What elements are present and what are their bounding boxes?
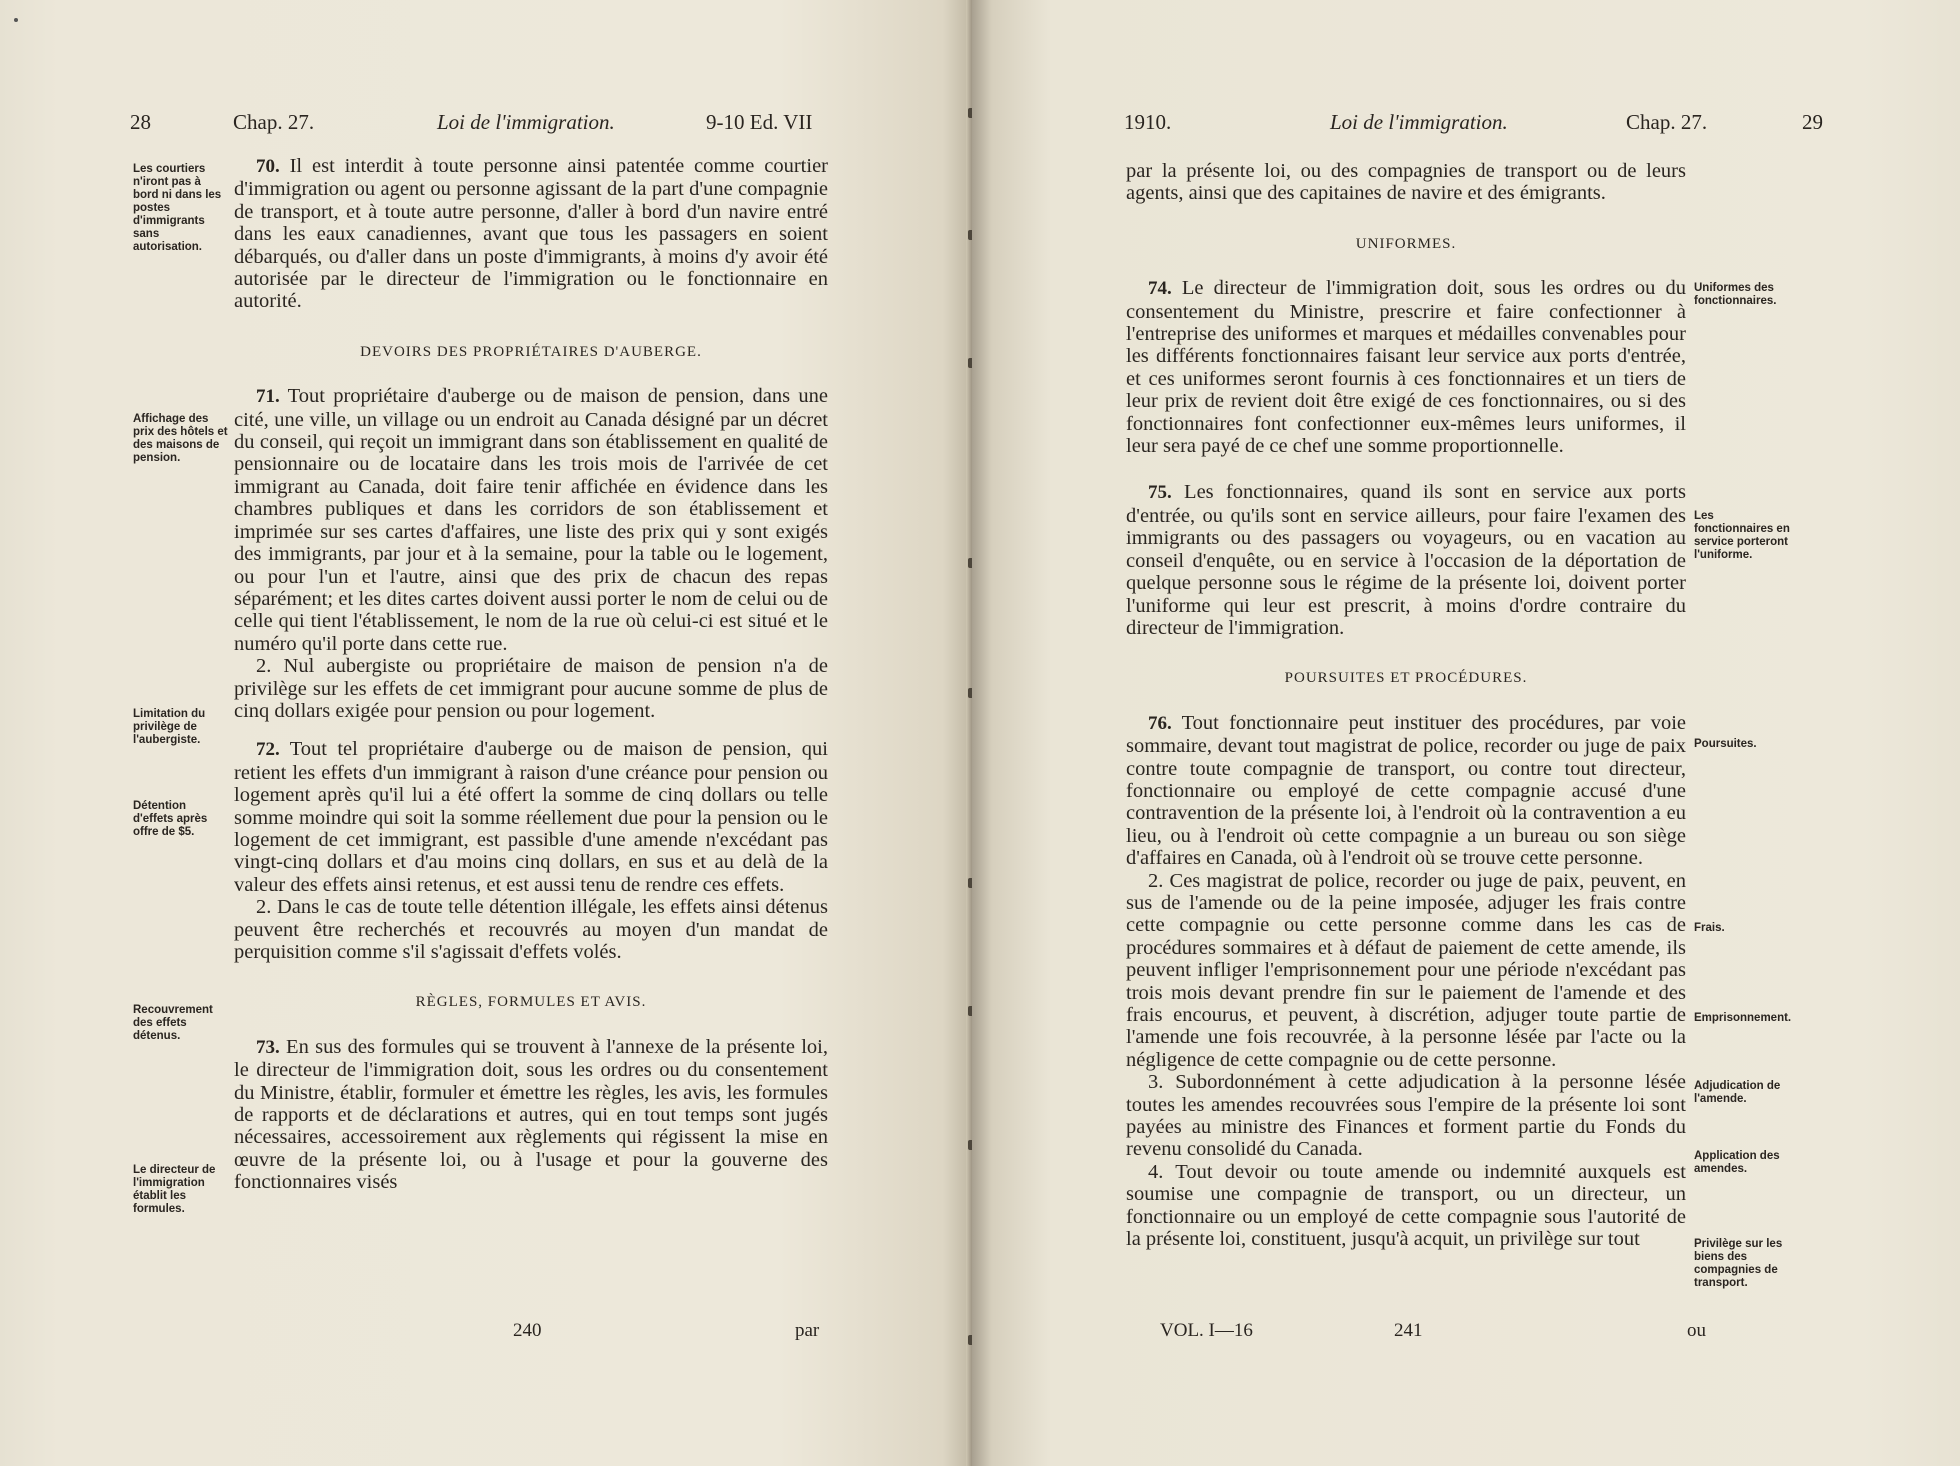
paragraph-71: 71. Tout propriétaire d'auberge ou de maison de pension, dans une cité, une ville, un village ou un endroit au Canada désigné par un décret du conseil, qui reçoit un immigrant dans son établissement en qualité de pensionnaire ou de locataire dans les trois mois de l'arrivée de cet immigrant au Canada, doit faire tenir affichée en évidence dans les chambres publiques et dans les corridors de son établissement et imprimée sur ses cartes d'affaires, une liste des prix qui y sont exigés des immigrants, par jour et à la semaine, pour la table ou le logement, ou pour l'un et l'autre, ainsi que des prix de chacun des repas séparément; et les dites cartes doivent aussi porter le nom de celui ou de celle qui tient l'établissement, le nom de la rue où celui-ci est situé et le numéro qu'il porte dans cette rue.: [234, 385, 828, 655]
paragraph-70: 70. Il est interdit à toute personne ainsi patentée comme courtier d'immigration ou agent ou personne agissant de la part d'une compagnie de transport, et à toute autre personne, d'aller à bord d'un navire entré dans les eaux canadiennes, avant que tous les passagers en soient débarqués, ou d'aller dans un poste d'immigrants, à moins d'y avoir été autorisée par le directeur de l'immigration ou le fonctionnaire en autorité.: [234, 155, 828, 313]
footer-page-number: 240: [513, 1320, 542, 1341]
margin-note: Limitation du privilège de l'aubergiste.: [133, 708, 206, 746]
paragraph-76-4: 4. Tout devoir ou toute amende ou indemnité auxquels est soumise une compagnie de transport, ou un directeur, un fonctionnaire ou un employé de cette compagnie sous l'autorité de la présente loi, constituent, jusqu'à acquit, un privilège sur tout: [1126, 1160, 1686, 1251]
section-heading: POURSUITES ET PROCÉDURES.: [1284, 670, 1528, 687]
paragraph-75: 75. Les fonctionnaires, quand ils sont en service aux ports d'entrée, ou qu'ils sont en service ailleurs, pour faire l'examen des immigrants ou des passagers ou voyageurs, ou en vacation au conseil d'enquête, ou en service à l'occasion de la déportation de quelque personne sous le régime de la présente loi, doivent porter l'uniforme qui leur est prescrit, à moins d'ordre contraire du directeur de l'immigration.: [1126, 481, 1687, 639]
margin-note: Poursuites.: [1694, 738, 1757, 750]
year-label: 1910.: [1124, 110, 1172, 134]
section-heading: UNIFORMES.: [1355, 235, 1457, 252]
margin-note: Privilège sur les biens des compagnies de transport.: [1694, 1238, 1783, 1289]
chapter-label: Chap. 27.: [1626, 110, 1708, 134]
signature-mark: VOL. I—16: [1160, 1320, 1253, 1341]
margin-note: Frais.: [1694, 922, 1725, 934]
right-page: [972, 0, 1960, 1466]
catchword: ou: [1687, 1320, 1706, 1341]
margin-note: Emprisonnement.: [1694, 1012, 1792, 1024]
margin-note: Uniformes des fonctionnaires.: [1694, 282, 1777, 307]
paragraph-73: 73. En sus des formules qui se trouvent à l'annexe de la présente loi, le directeur de l'immigration doit, sous les ordres ou du consentement du Ministre, établir, formuler et émettre les règles, les avis, les formules de rapports et de déclarations et autres, qui en tout temps sont jugés nécessaires, accessoirement aux règlements qui régissent la mise en œuvre de la présente loi, ou à l'usage et pour la gouverne des fonctionnaires visés: [234, 1035, 828, 1194]
footer-page-number: 241: [1394, 1320, 1423, 1341]
section-heading: RÈGLES, FORMULES ET AVIS.: [415, 994, 647, 1011]
section-heading: DEVOIRS DES PROPRIÉTAIRES D'AUBERGE.: [360, 343, 702, 360]
left-page: [0, 0, 972, 1466]
margin-note: Le directeur de l'immigration établit les formules.: [133, 1164, 216, 1215]
paragraph-72-2: 2. Dans le cas de toute telle détention illégale, les effets ainsi détenus peuvent être recherchés et recouvrés au moyen d'un mandat de perquisition comme s'il s'agissait d'effets volés.: [234, 896, 828, 963]
left-text-block: [234, 155, 828, 1194]
speck: [14, 18, 18, 22]
paragraph-continuation: par la présente loi, ou des compagnies de transport ou de leurs agents, ainsi que des capitaines de navire et des émigrants.: [1126, 160, 1686, 205]
paragraph-76-3: 3. Subordonnément à cette adjudication à la personne lésée toutes les amendes recouvrées sous l'empire de la présente loi sont payées au ministre des Finances et forment partie du Fonds du revenu consolidé du Canada.: [1126, 1071, 1686, 1161]
page-number: 29: [1802, 110, 1823, 134]
page-number: 28: [130, 110, 151, 134]
right-text-block: [1126, 160, 1686, 1250]
paragraph-72: 72. Tout tel propriétaire d'auberge ou de maison de pension, qui retient les effets d'un immigrant à raison d'une créance pour pension ou logement après qu'il lui a été offert la somme de cinq dollars ou telle somme moindre qui soit la somme réellement due pour la pension ou le logement de cet immigrant, est passible d'une amende n'excédant pas vingt-cinq dollars et d'au moins cinq dollars, en sus et au delà de la valeur des effets ainsi retenus, et est aussi tenu de rendre ces effets.: [234, 738, 828, 896]
running-title: Loi de l'immigration.: [1330, 110, 1508, 134]
margin-note: Détention d'effets après offre de $5.: [133, 800, 208, 838]
paragraph-74: 74. Le directeur de l'immigration doit, sous les ordres ou du consentement du Ministre, prescrire et faire confectionner à l'entreprise des uniformes et marques et médailles convenables pour les différents fonctionnaires faisant leur service aux ports d'entrée, et ces uniformes seront fournis à ces fonctionnaires et un tiers de leur prix de revient doit être exigé de ces fonctionnaires, ou si des fonctionnaires font confectionner eux-mêmes leurs uniformes, il leur sera payé de ce chef une somme proportionnelle.: [1126, 277, 1686, 458]
margin-note: Adjudication de l'amende.: [1694, 1080, 1781, 1105]
margin-note: Recouvrement des effets détenus.: [133, 1004, 213, 1042]
catchword: par: [795, 1320, 820, 1341]
regnal-year: 9-10 Ed. VII: [706, 110, 813, 134]
paragraph-71-2: 2. Nul aubergiste ou propriétaire de maison de pension n'a de privilège sur les effets de cet immigrant pour aucune somme de plus de cinq dollars exigée pour pension ou pour logement.: [234, 655, 828, 722]
chapter-label: Chap. 27.: [233, 110, 315, 134]
margin-note: Les courtiers n'iront pas à bord ni dans les postes d'immigrants sans autorisation.: [133, 163, 222, 253]
paragraph-76: 76. Tout fonctionnaire peut instituer des procédures, par voie sommaire, devant tout magistrat de police, recorder ou juge de paix contre toute compagnie de transport, ou contre tout directeur, fonctionnaire ou employé de cette compagnie accusé d'une contravention de la présente loi, à l'endroit où la contravention a eu lieu, ou à l'endroit où cette compagnie a un bureau ou son siège d'affaires en Canada, où à l'endroit où se trouve cette personne.: [1126, 711, 1686, 870]
paragraph-76-2: 2. Ces magistrat de police, recorder ou juge de paix, peuvent, en sus de l'amende ou de la peine imposée, adjuger les frais contre cette compagnie ou cette personne comme dans les cas de procédures sommaires et à défaut de paiement de cette amende, ils peuvent infliger l'emprisonnement pour une période n'excédant pas trois mois devant prendre fin sur le paiement de l'amende et des frais encourus, et peuvent, à discrétion, adjuger toute partie de l'amende une fois recouvrée, à la personne lésée par l'acte ou la négligence de cette compagnie ou de cette personne.: [1126, 869, 1686, 1071]
margin-note: Les fonctionnaires en service porteront l'uniforme.: [1694, 510, 1790, 561]
margin-note: Affichage des prix des hôtels et des maisons de pension.: [133, 413, 228, 464]
margin-note: Application des amendes.: [1694, 1150, 1780, 1175]
running-title: Loi de l'immigration.: [437, 110, 615, 134]
